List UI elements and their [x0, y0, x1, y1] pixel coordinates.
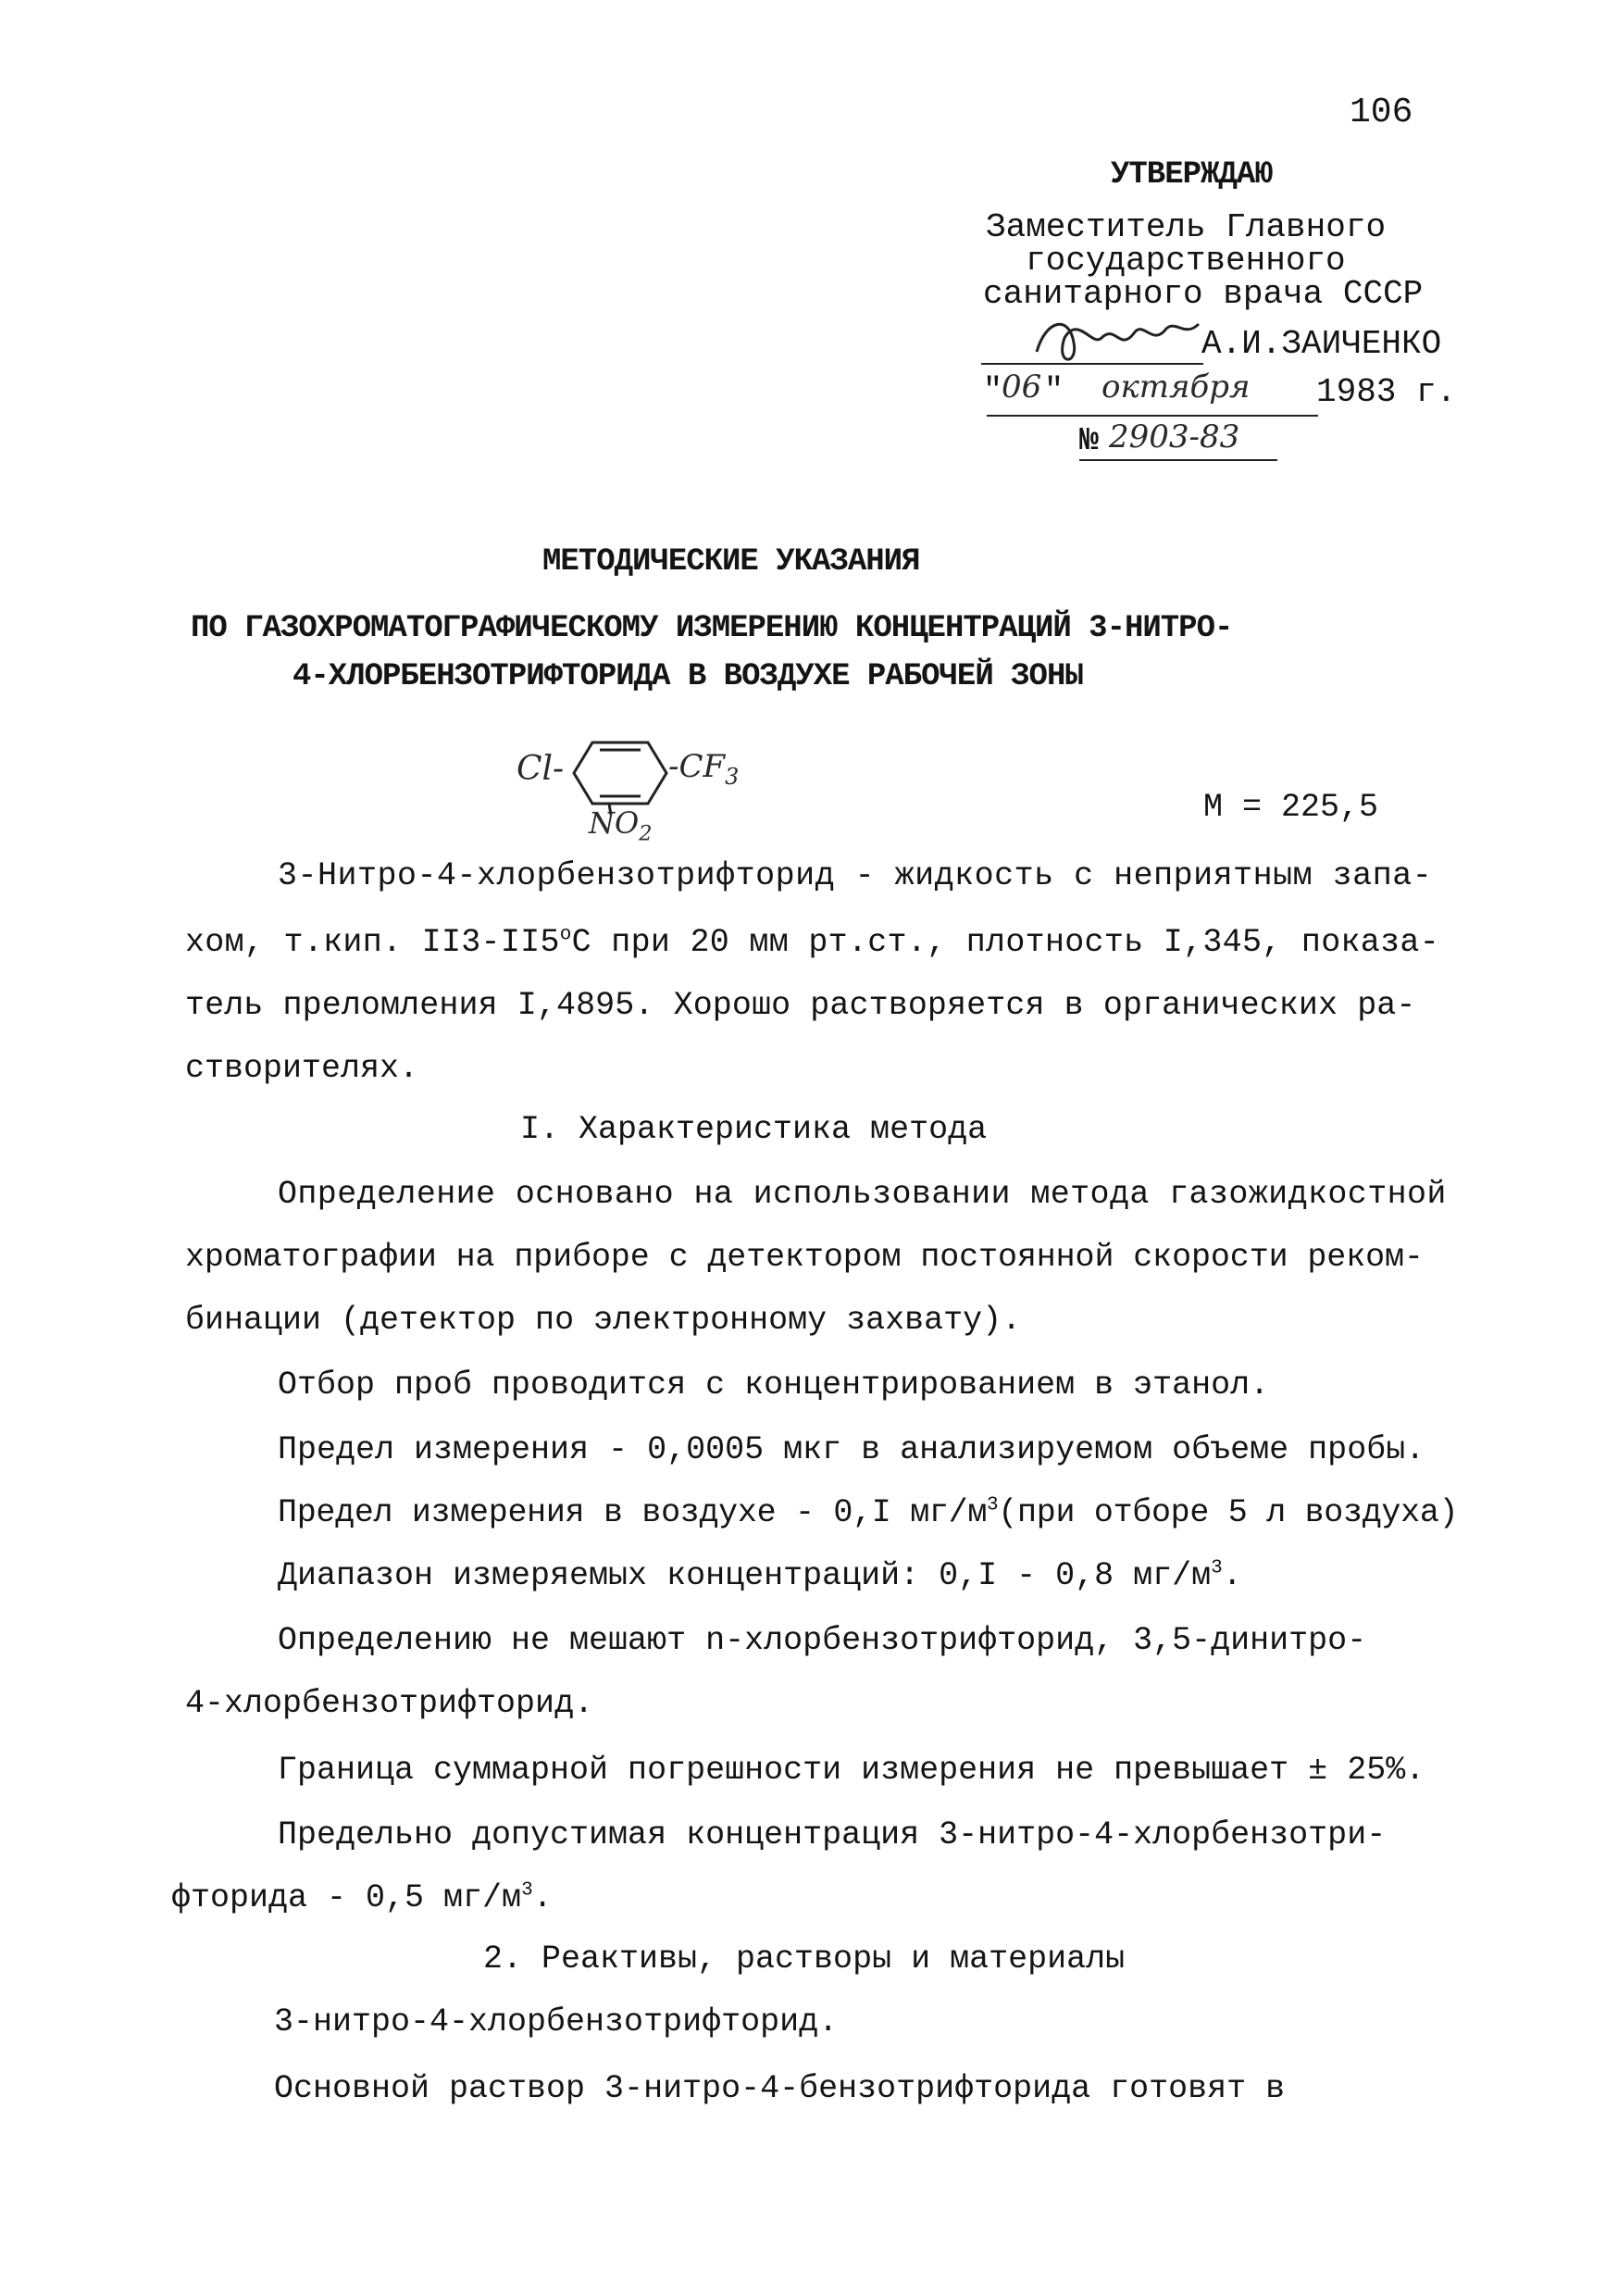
title-line-2: ПО ГАЗОХРОМАТОГРАФИЧЕСКОМУ ИЗМЕРЕНИЮ КОНЦЕНТРАЦИЙ 3-НИТРО- [191, 611, 1233, 646]
approval-title: УТВЕРЖДАЮ [1111, 157, 1273, 193]
s1-p8-sup: 3 [521, 1879, 533, 1902]
s1-p6-line-1: Определению не мешают n-хлорбензотрифторид, 3,5-динитро- [278, 1622, 1367, 1659]
s1-p1-line-2: хроматографии на приборе с детектором постоянной скорости реком- [185, 1239, 1424, 1276]
s1-p6-line-2: 4-хлорбензотрифторид. [185, 1685, 594, 1722]
s2-p1: 3-нитро-4-хлорбензотрифторид. [274, 2003, 839, 2040]
s1-p4-b: (при отборе 5 л воздуха) [998, 1494, 1459, 1531]
intro-line-2-b: C при 20 мм рт.ст., плотность I,345, показа- [571, 924, 1440, 961]
s1-p3: Предел измерения - 0,0005 мкг в анализируемом объеме пробы. [278, 1431, 1425, 1468]
signature-mark [1027, 310, 1213, 375]
s1-p2: Отбор проб проводится с концентрированием в этанол. [278, 1366, 1270, 1404]
section-1-heading: I. Характеристика метода [520, 1111, 988, 1148]
s1-p5-b: . [1222, 1557, 1242, 1594]
s1-p1-line-1: Определение основано на использовании метода газожидкостной [278, 1176, 1447, 1213]
date-day: 06 [1002, 368, 1042, 406]
formula-left-group: Cl- [517, 750, 565, 788]
s1-p4-sup: 3 [987, 1494, 999, 1516]
page-number: 106 [1350, 93, 1413, 132]
number-line [1079, 459, 1277, 461]
s2-p2: Основной раствор 3-нитро-4-бензотрифторида готовят в [274, 2070, 1286, 2107]
title-line-1: МЕТОДИЧЕСКИЕ УКАЗАНИЯ [542, 544, 920, 580]
formula-bottom-text: NO [589, 805, 640, 841]
s1-p4 [278, 1494, 1458, 1531]
formula-bottom-sub: 2 [639, 821, 653, 846]
title-line-3: 4-ХЛОРБЕНЗОТРИФТОРИДА В ВОЗДУХЕ РАБОЧЕЙ ЗОНЫ [292, 659, 1083, 694]
s1-p8-line-2-a: фторида - 0,5 мг/м [171, 1879, 522, 1916]
approval-line-1: Заместитель Главного [986, 208, 1387, 246]
date-quote-open: " [983, 372, 1003, 409]
intro-line-3: тель преломления I,4895. Хорошо растворяется в органических ра- [185, 987, 1416, 1024]
s1-p7: Граница суммарной погрешности измерения не превышает ± 25%. [278, 1752, 1425, 1789]
benzene-ring [555, 731, 685, 815]
date-year: 1983 г. [1316, 373, 1457, 411]
intro-line-1: 3-Нитро-4-хлорбензотрифторид - жидкость с неприятным запа- [278, 857, 1433, 894]
approval-line-3: санитарного врача СССР [983, 275, 1424, 313]
date-quote-close: " [1044, 372, 1064, 409]
s1-p8-line-2-b: . [532, 1879, 553, 1916]
formula-bottom-group [589, 805, 653, 846]
formula-right-text: -CF [668, 748, 726, 785]
intro-line-2 [185, 924, 1439, 961]
formula-right-group [668, 748, 740, 790]
date-month: октября [1101, 368, 1251, 406]
registration-number: 2903-83 [1109, 418, 1240, 455]
s1-p8-line-1: Предельно допустимая концентрация 3-нитро-4-хлорбензотри- [278, 1816, 1387, 1853]
formula-right-sub: 3 [725, 763, 740, 790]
degree-sign: o [559, 924, 572, 946]
number-prefix: № [1079, 422, 1100, 459]
intro-line-2-a: хом, т.кип. II3-II5 [185, 924, 560, 961]
section-2-heading: 2. Реактивы, растворы и материалы [483, 1940, 1126, 1978]
s1-p5-sup: 3 [1211, 1557, 1223, 1579]
molar-mass: M = 225,5 [1203, 789, 1379, 826]
approval-line-2: государственного [1026, 242, 1346, 280]
date-line [987, 415, 1318, 417]
s1-p4-a: Предел измерения в воздухе - 0,I мг/м [278, 1494, 988, 1531]
s1-p1-line-3: бинации (детектор по электронному захвату). [185, 1302, 1022, 1339]
s1-p5-a: Диапазон измеряемых концентраций: 0,I - 0,8 мг/м [278, 1557, 1212, 1594]
s1-p8-line-2 [171, 1879, 553, 1916]
s1-p5 [278, 1557, 1242, 1594]
approver-name: А.И.ЗАИЧЕНКО [1201, 325, 1442, 363]
intro-line-4: створителях. [185, 1050, 419, 1087]
signature-line [981, 363, 1203, 365]
